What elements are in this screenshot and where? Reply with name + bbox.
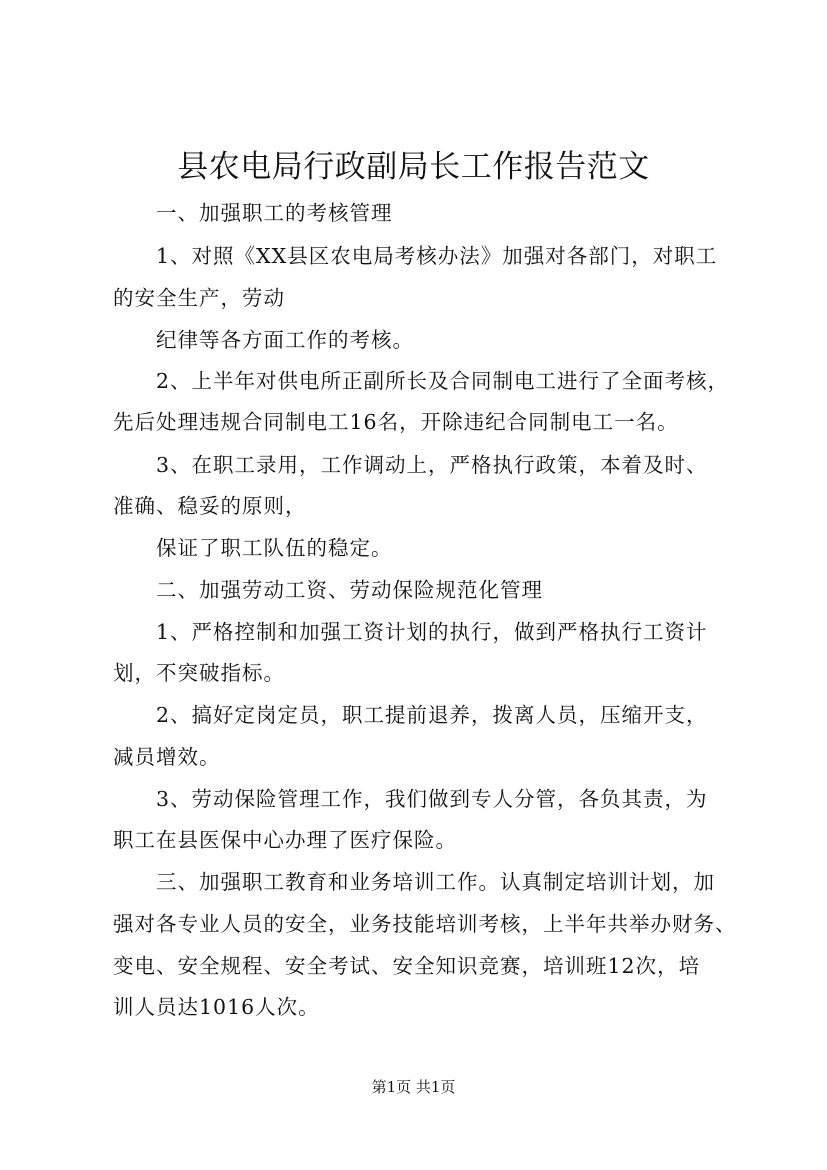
paragraph-line: 2、搞好定岗定员，职工提前退养，拨离人员，压缩开支， <box>156 703 708 727</box>
paragraph-line: 3、在职工录用，工作调动上，严格执行政策，本着及时、 <box>156 453 708 477</box>
paragraph-line: 变电、安全规程、安全考试、安全知识竞赛，培训班12次，培 <box>113 954 701 978</box>
section-heading-1: 一、加强职工的考核管理 <box>156 201 393 225</box>
paragraph-line: 保证了职工队伍的稳定。 <box>156 536 393 560</box>
paragraph-line: 纪律等各方面工作的考核。 <box>156 328 414 352</box>
paragraph-line: 划，不突破指标。 <box>113 661 285 685</box>
document-title: 县农电局行政副局长工作报告范文 <box>177 149 650 185</box>
paragraph-line: 训人员达1016人次。 <box>113 995 320 1019</box>
paragraph-line: 准确、稳妥的原则， <box>113 494 307 518</box>
section-heading-2: 二、加强劳动工资、劳动保险规范化管理 <box>156 578 543 602</box>
paragraph-line: 2、上半年对供电所正副所长及合同制电工进行了全面考核， <box>156 369 730 393</box>
paragraph-line: 1、严格控制和加强工资计划的执行，做到严格执行工资计 <box>156 620 708 644</box>
section-heading-3: 三、加强职工教育和业务培训工作。认真制定培训计划，加 <box>156 870 715 894</box>
paragraph-line: 职工在县医保中心办理了医疗保险。 <box>113 828 457 852</box>
paragraph-line: 先后处理违规合同制电工16名，开除违纪合同制电工一名。 <box>113 410 679 434</box>
paragraph-line: 的安全生产，劳动 <box>113 286 285 310</box>
paragraph-line: 3、劳动保险管理工作，我们做到专人分管，各负其责，为 <box>156 787 708 811</box>
paragraph-line: 强对各专业人员的安全，业务技能培训考核，上半年共举办财务、 <box>113 912 737 936</box>
paragraph-line: 1、对照《XX县区农电局考核办法》加强对各部门，对职工 <box>156 244 718 268</box>
paragraph-line: 减员增效。 <box>113 745 221 769</box>
page-footer: 第1页 共1页 <box>371 1078 456 1096</box>
